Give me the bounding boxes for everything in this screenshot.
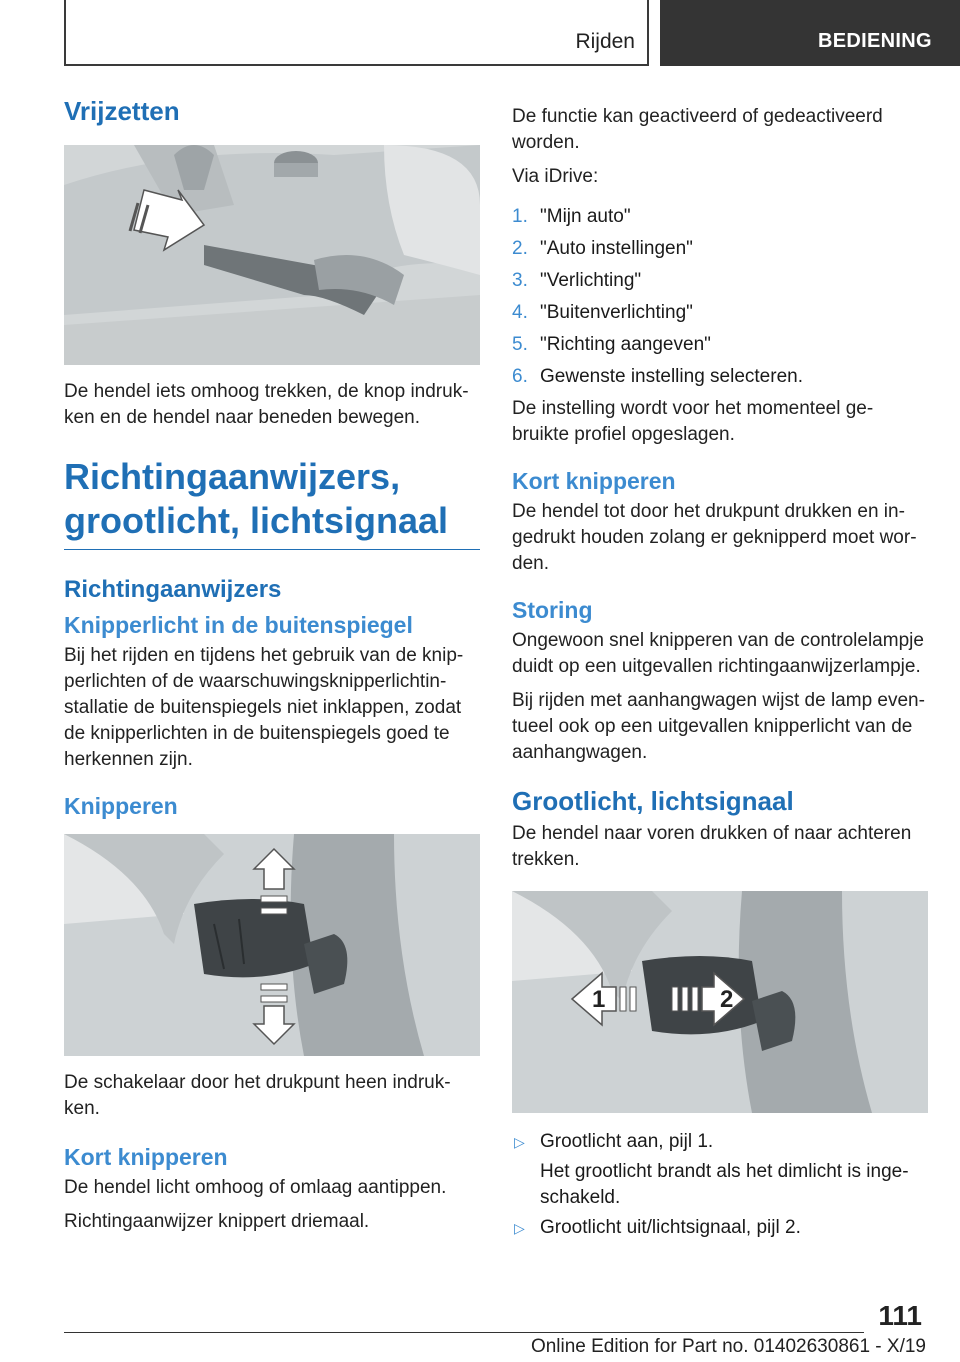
- text-kort-2: Richtingaanwijzer knippert driemaal.: [64, 1211, 370, 1232]
- grootlicht-bullets: [512, 1129, 928, 1241]
- heading-knipperlicht: Knipperlicht in de buitenspiegel: [64, 612, 413, 638]
- list-item: 3. "Verlichting": [512, 270, 642, 291]
- page-number: 111: [878, 1300, 922, 1331]
- header-section-box: [64, 0, 649, 66]
- heading-kort-knipperen-right: Kort knipperen: [512, 468, 676, 494]
- list-item: 1. "Mijn auto": [512, 206, 631, 227]
- arrow-label-2: 2: [720, 986, 734, 1013]
- list-item: Het grootlicht brandt als het dimlicht is inge-schakeld.: [540, 1161, 909, 1208]
- list-item: ▷ Grootlicht aan, pijl 1.: [512, 1129, 928, 1155]
- footer-divider: [64, 1332, 864, 1333]
- text-intro: De functie kan geactiveerd of gedeactiveerd worden.: [512, 106, 883, 153]
- header-chapter-box: [660, 0, 960, 66]
- text-vrijzetten: De hendel iets omhoog trekken, de knop indruk-ken en de hendel naar beneden bewegen.: [64, 381, 469, 428]
- text-opgeslagen: De instelling wordt voor het momenteel ge-bruikte profiel opgeslagen.: [512, 398, 874, 445]
- heading-grootlicht: Grootlicht, lichtsignaal: [512, 786, 794, 816]
- list-item: 6. Gewenste instelling selecteren.: [512, 366, 803, 387]
- figure-turn-signal-lever: [64, 834, 480, 1056]
- header-section-label: Rijden: [575, 30, 635, 53]
- triangle-bullet-icon: ▷: [514, 1220, 525, 1236]
- heading-storing: Storing: [512, 597, 593, 623]
- left-column: [64, 96, 480, 1235]
- heading-vrijzetten: Vrijzetten: [64, 96, 180, 126]
- list-item: 2. "Auto instellingen": [512, 238, 693, 259]
- text-knipperen: De schakelaar door het drukpunt heen indruk-ken.: [64, 1072, 451, 1119]
- list-item: ▷ Grootlicht uit/lichtsignaal, pijl 2.: [512, 1215, 928, 1241]
- text-knipperlicht: Bij het rijden en tijdens het gebruik van de knip-perlichten of de waarschuwingsknipperlichtin-stallatie de buitenspiegels niet inklappen, zodat de knipperlichten in de buitenspiegels goed te herkennen zijn.: [64, 645, 464, 770]
- triangle-bullet-icon: ▷: [514, 1134, 525, 1150]
- figure-handbrake: [64, 145, 480, 365]
- text-grootlicht: De hendel naar voren drukken of naar achteren trekken.: [512, 823, 912, 870]
- footer-edition: Online Edition for Part no. 01402630861 - X/19: [530, 1336, 926, 1357]
- arrow-label-1: 1: [592, 986, 606, 1013]
- heading-kort-knipperen-left: Kort knipperen: [64, 1144, 228, 1170]
- text-kort-1: De hendel licht omhoog of omlaag aantippen.: [64, 1177, 447, 1198]
- list-item: 4. "Buitenverlichting": [512, 302, 693, 323]
- text-via-idrive: Via iDrive:: [512, 166, 599, 187]
- list-item: 5. "Richting aangeven": [512, 334, 711, 355]
- text-storing-2: Bij rijden met aanhangwagen wijst de lamp even-tueel ook op een uitgevallen knipperlicht van de aanhangwagen.: [512, 690, 925, 763]
- text-kort-right: De hendel tot door het drukpunt drukken en in-gedrukt houden zolang er geknipperd moet wor-den.: [512, 501, 917, 574]
- idrive-steps: [512, 204, 928, 390]
- header-chapter-label: BEDIENING: [818, 30, 932, 52]
- heading-knipperen: Knipperen: [64, 793, 178, 819]
- chapter-title: Richtingaanwijzers, grootlicht, lichtsignaal: [64, 455, 480, 550]
- heading-richtingaanwijzers: Richtingaanwijzers: [64, 576, 282, 603]
- right-column: [512, 104, 928, 1245]
- figure-high-beam-lever: [512, 891, 928, 1113]
- text-storing-1: Ongewoon snel knipperen van de controlelampje duidt op een uitgevallen richtingaanwijzerlampje.: [512, 630, 924, 677]
